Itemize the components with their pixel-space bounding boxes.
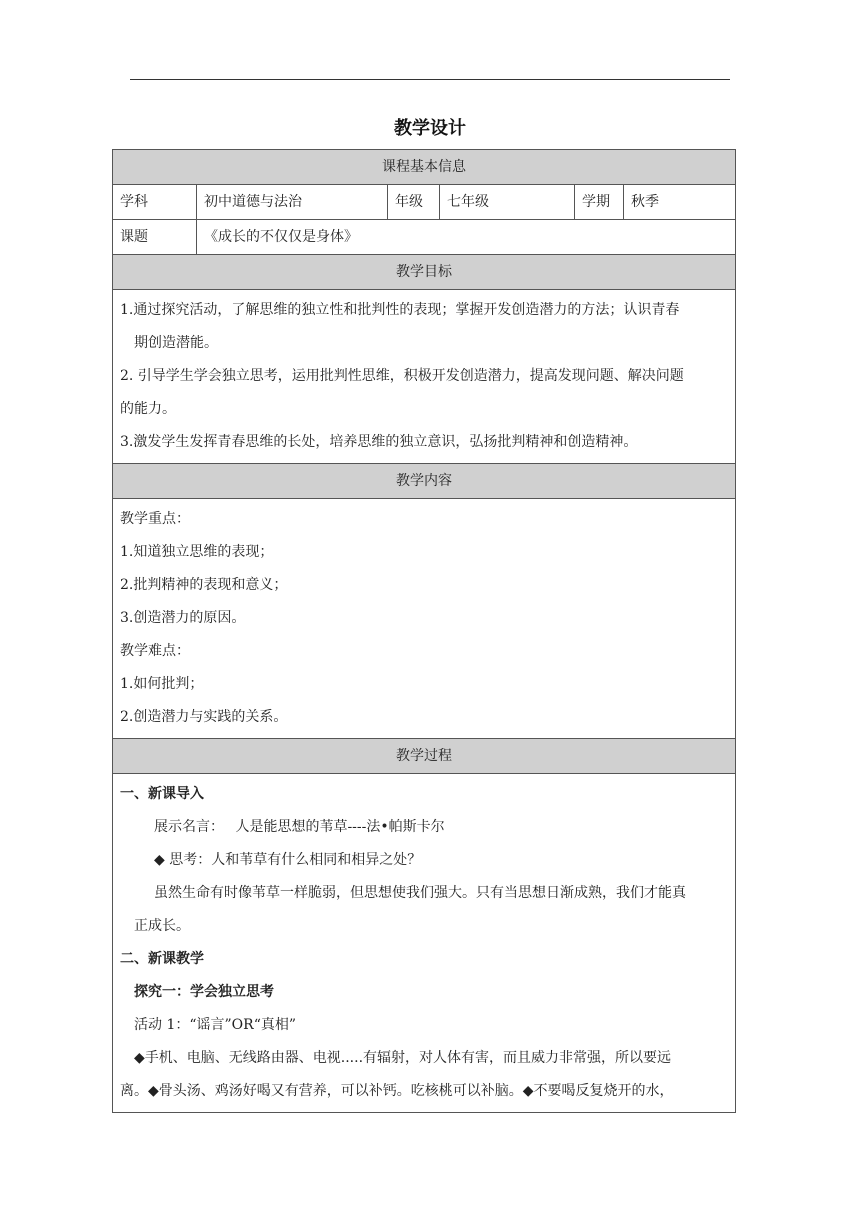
quote-line: 展示名言： 人是能思想的苇草----法•帕斯卡尔 (154, 819, 445, 835)
content-line: 1.知道独立思维的表现； (120, 544, 274, 560)
content-line: 2.创造潜力与实践的关系。 (120, 709, 288, 725)
section-header-content: 教学内容 (113, 464, 735, 499)
rumor-line: 离。◆骨头汤、鸡汤好喝又有营养，可以补钙。吃核桃可以补脑。◆不要喝反复烧开的水， (120, 1083, 674, 1099)
grade-label: 年级 (388, 185, 440, 219)
info-row (113, 185, 735, 220)
content-line: 教学重点： (120, 511, 190, 527)
document-title: 教学设计 (394, 118, 466, 139)
topic-label: 课题 (113, 220, 197, 254)
term-label: 学期 (575, 185, 624, 219)
content-line: 2.批判精神的表现和意义； (120, 577, 288, 593)
term-value: 秋季 (631, 194, 659, 210)
section-header-goals: 教学目标 (113, 255, 735, 290)
content-line: 教学难点： (120, 643, 190, 659)
section1-title: 一、新课导入 (120, 786, 204, 802)
grade-value: 七年级 (440, 185, 575, 219)
topic-value: 《成长的不仅仅是身体》 (204, 229, 358, 245)
content-line: 3.创造潜力的原因。 (120, 610, 246, 626)
goal-line: 1.通过探究活动，了解思维的独立性和批判性的表现；掌握开发创造潜力的方法；认识青春 (120, 302, 680, 318)
content-line: 1.如何批判； (120, 676, 204, 692)
think-line: ◆ 思考：人和苇草有什么相同和相异之处？ (154, 852, 422, 868)
section-header-process: 教学过程 (113, 739, 735, 774)
activity1-title: 活动 1：“谣言”OR“真相” (134, 1017, 297, 1033)
process-block (113, 774, 735, 1112)
goal-line: 3.激发学生发挥青春思维的长处，培养思维的独立意识，弘扬批判精神和创造精神。 (120, 434, 638, 450)
lesson-plan-table (112, 149, 736, 1113)
top-rule (130, 79, 730, 80)
subject-label: 学科 (113, 185, 197, 219)
topic-row (113, 220, 735, 255)
content-block (113, 499, 735, 739)
goal-line: 期创造潜能。 (134, 335, 218, 351)
goal-line: 2. 引导学生学会独立思考，运用批判性思维，积极开发创造潜力，提高发现问题、解决问题 (120, 368, 684, 384)
subject-value: 初中道德与法治 (197, 185, 388, 219)
goals-block (113, 290, 735, 464)
rumor-line: ◆手机、电脑、无线路由器、电视.....有辐射，对人体有害，而且威力非常强，所以要远 (134, 1050, 672, 1066)
intro-paragraph-cont: 正成长。 (134, 918, 190, 934)
intro-paragraph: 虽然生命有时像苇草一样脆弱，但思想使我们强大。只有当思想日渐成熟，我们才能真 (154, 885, 686, 901)
explore1-title: 探究一：学会独立思考 (134, 984, 274, 1000)
goal-line: 的能力。 (120, 401, 176, 417)
section-header-basic-info: 课程基本信息 (113, 150, 735, 185)
section2-title: 二、新课教学 (120, 951, 204, 967)
